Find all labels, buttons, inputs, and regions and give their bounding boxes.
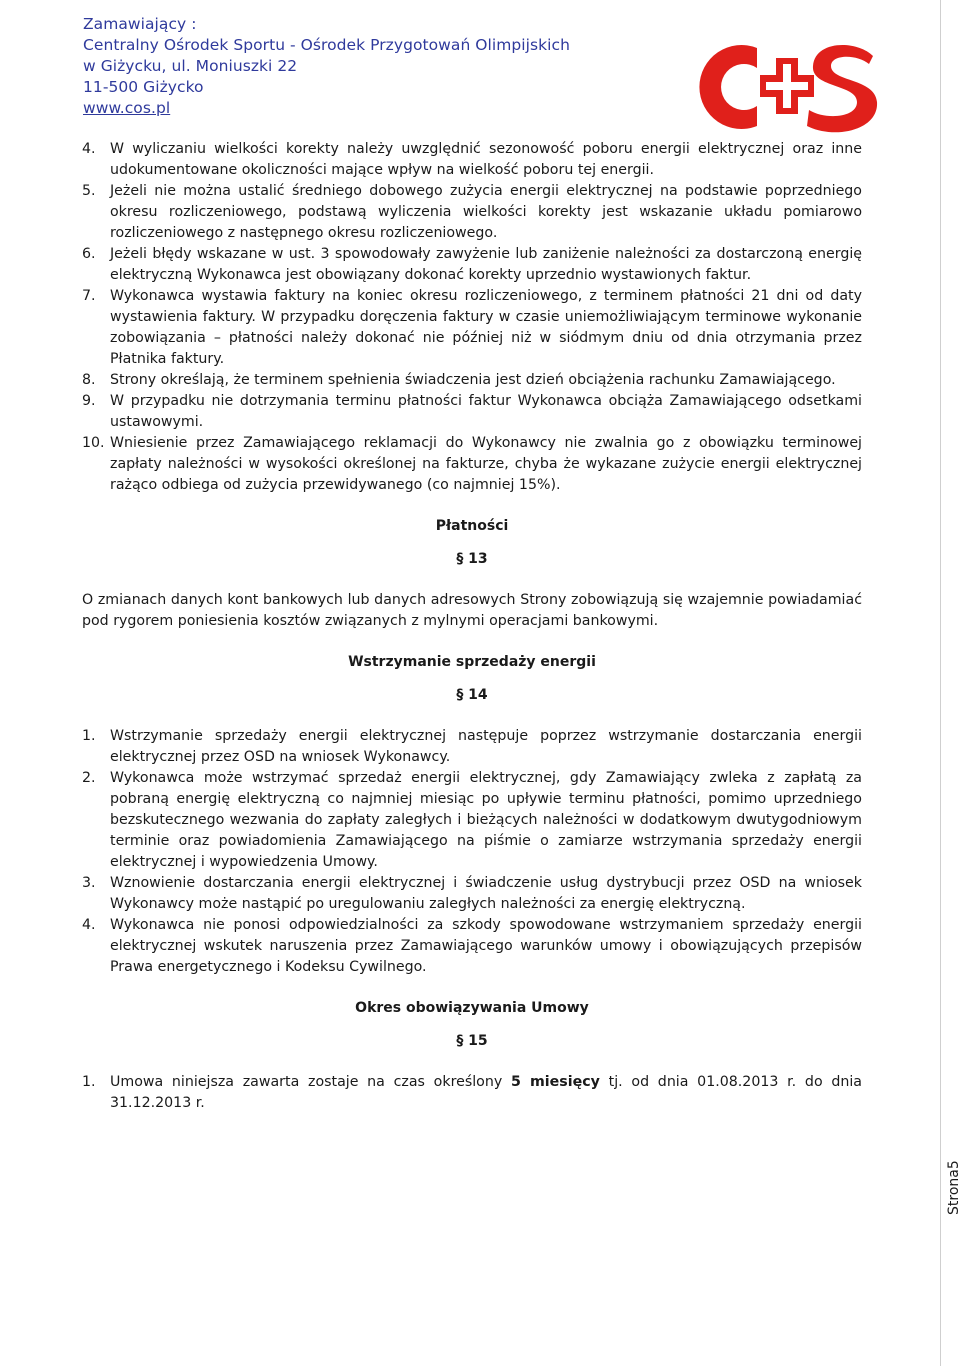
list-item: [82, 873, 862, 915]
list-item-text: W wyliczaniu wielkości korekty należy uwzględnić sezonowość poboru energii elektrycznej oraz inne udokumentowane okoliczności mające wpływ na wielkość poboru tej energii.: [110, 141, 862, 178]
list-item-number: 1.: [82, 1074, 96, 1090]
section-title-wstrzymanie: Wstrzymanie sprzedaży energii: [348, 654, 596, 670]
list-item-number: 10.: [82, 435, 105, 451]
section-title-okres: Okres obowiązywania Umowy: [355, 1000, 589, 1016]
list-item-number: 1.: [82, 728, 96, 744]
list-item: [82, 181, 862, 244]
header-line-2: Centralny Ośrodek Sportu - Ośrodek Przygotowań Olimpijskich: [83, 36, 570, 54]
list-item-number: 3.: [82, 875, 96, 891]
section-number-13: § 13: [456, 551, 488, 567]
header-line-1: Zamawiający :: [83, 15, 197, 33]
text-before: Umowa niniejsza zawarta zostaje na czas określony: [110, 1074, 511, 1090]
section-13-text: O zmianach danych kont bankowych lub danych adresowych Strony zobowiązują się wzajemnie powiadamiać pod rygorem poniesienia kosztów związanych z mylnymi operacjami bankowymi.: [82, 592, 862, 629]
list-item-number: 4.: [82, 917, 96, 933]
list-item: [82, 1072, 862, 1114]
list-item-number: 4.: [82, 141, 96, 157]
list-item-number: 5.: [82, 183, 96, 199]
header-line-4: 11-500 Giżycko: [83, 78, 204, 96]
list-item-number: 6.: [82, 246, 96, 262]
list-item-text: Wykonawca może wstrzymać sprzedaż energii elektrycznej, gdy Zamawiający zwleka z zapłatą za pobraną energię elektryczną co najmniej miesiąc po upływie terminu płatności, pomimo uprzedniego bezskutecznego wezwania do zapłaty zaległych i bieżących należności w dodatkowym dwutygodniowym terminie oraz powiadomienia Zamawiającego na piśmie o zamiarze wstrzymania sprzedaży energii elektrycznej i wypowiedzenia Umowy.: [110, 770, 862, 870]
header-line-3: w Giżycku, ul. Moniuszki 22: [83, 57, 298, 75]
list-item-number: 2.: [82, 770, 96, 786]
list-item-text: Wykonawca nie ponosi odpowiedzialności za szkody spowodowane wstrzymaniem sprzedaży energii elektrycznej wskutek naruszenia przez Zamawiającego warunków umowy i obowiązujących przepisów Prawa energetycznego i Kodeksu Cywilnego.: [110, 917, 862, 975]
list-item: [82, 768, 862, 873]
list-item: [82, 370, 862, 391]
section-number-14: § 14: [456, 687, 488, 703]
text-after: tj. od dnia 01.08.2013 r. do dnia 31.12.2013 r.: [110, 1074, 862, 1111]
list-item: [82, 915, 862, 978]
duration-bold: 5 miesięcy: [510, 1074, 600, 1090]
list-item: [82, 726, 862, 768]
header-link[interactable]: www.cos.pl: [83, 99, 171, 117]
list-item-text: Wykonawca wystawia faktury na koniec okresu rozliczeniowego, z terminem płatności 21 dni od daty wystawienia faktury. W przypadku doręczenia faktury w czasie uniemożliwiającym terminowe wykonanie zobowiązania – płatności należy dokonać nie później niż w siódmym dniu od dnia otrzymania przez Płatnika faktury.: [110, 288, 862, 367]
header: [83, 14, 683, 119]
section-title-platnosci: Płatności: [435, 518, 509, 534]
list-item: [82, 433, 862, 496]
list-item: [82, 391, 862, 433]
list-item-number: 7.: [82, 288, 96, 304]
page-number-label: Strona5: [946, 1160, 962, 1215]
list-item: [82, 286, 862, 370]
list-item-text: Strony określają, że terminem spełnienia świadczenia jest dzień obciążenia rachunku Zamawiającego.: [110, 372, 836, 388]
list-item-number: 8.: [82, 372, 96, 388]
cos-logo: [697, 26, 885, 144]
list-item: [82, 139, 862, 181]
list-item-text: Wznowienie dostarczania energii elektrycznej i świadczenie usług dystrybucji przez OSD na wniosek Wykonawcy może nastąpić po uregulowaniu zaległych należności za energię elektryczną.: [110, 875, 862, 912]
list-item-number: 9.: [82, 393, 96, 409]
list-item-text: [110, 1072, 862, 1114]
list-item-text: W przypadku nie dotrzymania terminu płatności faktur Wykonawca obciąża Zamawiającego odsetkami ustawowymi.: [110, 393, 862, 430]
list-item-text: Wniesienie przez Zamawiającego reklamacji do Wykonawcy nie zwalnia go z obowiązku terminowej zapłaty należności w wysokości określonej na fakturze, chyba że wykazane zużycie energii elektrycznej rażąco odbiega od zużycia przewidywanego (co najmniej 15%).: [110, 435, 862, 493]
section-number-15: § 15: [456, 1033, 488, 1049]
body-text: [82, 139, 862, 1114]
list-item-text: Jeżeli błędy wskazane w ust. 3 spowodowały zawyżenie lub zaniżenie należności za dostarczoną energię elektryczną Wykonawca jest obowiązany dokonać korekty uprzednio wystawionych faktur.: [110, 246, 862, 283]
page-edge-rule: [940, 0, 941, 1366]
list-item-text: Wstrzymanie sprzedaży energii elektrycznej następuje poprzez wstrzymanie dostarczania energii elektrycznej przez OSD na wniosek Wykonawcy.: [110, 728, 862, 765]
list-item-text: Jeżeli nie można ustalić średniego dobowego zużycia energii elektrycznej na podstawie poprzedniego okresu rozliczeniowego, podstawą wyliczenia wielkości korekty jest wskazanie układu pomiarowo rozliczeniowego z następnego okresu rozliczeniowego.: [110, 183, 862, 241]
list-item: [82, 244, 862, 286]
